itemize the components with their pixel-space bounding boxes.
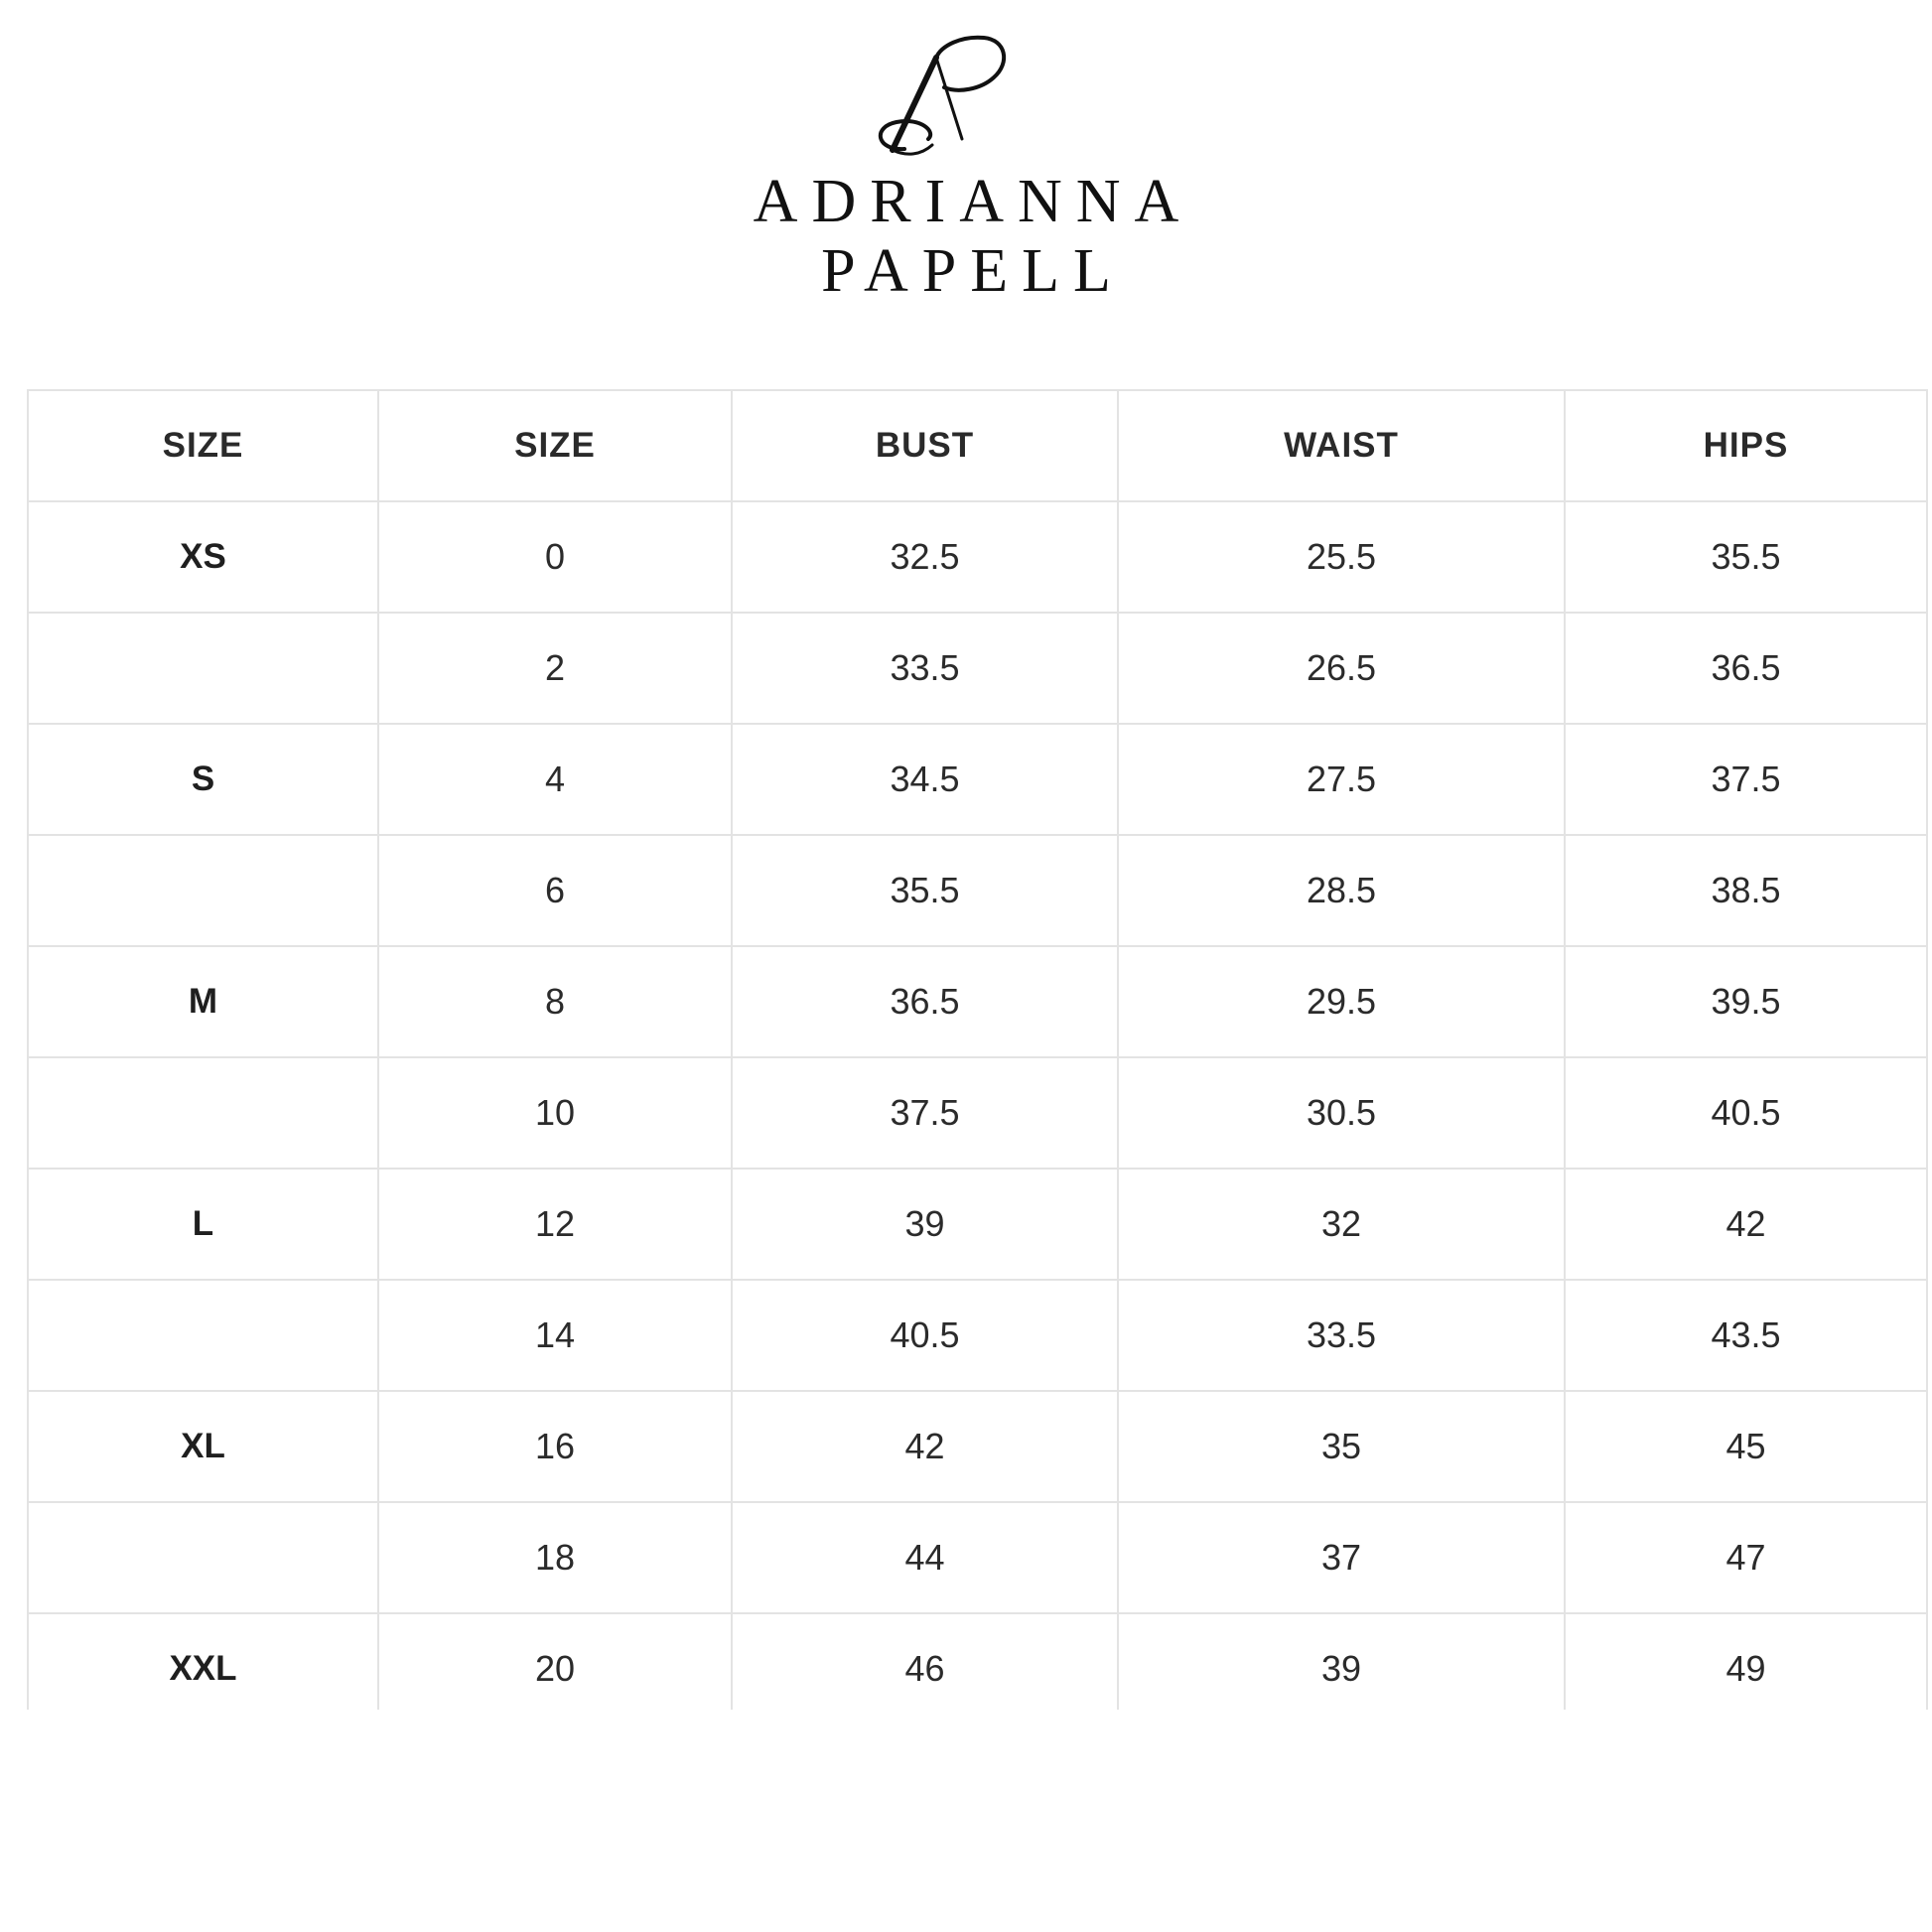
- bust-cell: 34.5: [732, 724, 1118, 835]
- hips-cell: 45: [1565, 1391, 1927, 1502]
- table-row: [28, 501, 1927, 613]
- bust-cell: 35.5: [732, 835, 1118, 946]
- size-number-cell: 18: [378, 1502, 732, 1613]
- size-letter-cell: XXL: [28, 1613, 378, 1710]
- size-number-cell: 12: [378, 1169, 732, 1280]
- waist-cell: 37: [1118, 1502, 1565, 1613]
- size-number-cell: 20: [378, 1613, 732, 1710]
- size-letter-cell: L: [28, 1169, 378, 1280]
- size-number-cell: 10: [378, 1057, 732, 1169]
- size-number-cell: 14: [378, 1280, 732, 1391]
- bust-cell: 40.5: [732, 1280, 1118, 1391]
- waist-cell: 35: [1118, 1391, 1565, 1502]
- size-letter-cell: S: [28, 724, 378, 835]
- header-size-number: SIZE: [378, 390, 732, 501]
- table-row: [28, 1613, 1927, 1710]
- waist-cell: 30.5: [1118, 1057, 1565, 1169]
- table-row: [28, 724, 1927, 835]
- waist-cell: 26.5: [1118, 613, 1565, 724]
- size-letter-cell: M: [28, 946, 378, 1057]
- size-letter-cell: [28, 1280, 378, 1391]
- size-number-cell: 2: [378, 613, 732, 724]
- waist-cell: 32: [1118, 1169, 1565, 1280]
- header-row: [28, 390, 1927, 501]
- header-waist: WAIST: [1118, 390, 1565, 501]
- hips-cell: 35.5: [1565, 501, 1927, 613]
- table-row: [28, 1057, 1927, 1169]
- waist-cell: 25.5: [1118, 501, 1565, 613]
- size-number-cell: 0: [378, 501, 732, 613]
- header-bust: BUST: [732, 390, 1118, 501]
- hips-cell: 38.5: [1565, 835, 1927, 946]
- table-row: [28, 946, 1927, 1057]
- brand-logo: [0, 0, 1932, 318]
- bust-cell: 33.5: [732, 613, 1118, 724]
- hips-cell: 43.5: [1565, 1280, 1927, 1391]
- bust-cell: 36.5: [732, 946, 1118, 1057]
- table-row: [28, 1280, 1927, 1391]
- bust-cell: 37.5: [732, 1057, 1118, 1169]
- bust-cell: 44: [732, 1502, 1118, 1613]
- size-chart-table: [27, 389, 1928, 1710]
- bust-cell: 42: [732, 1391, 1118, 1502]
- hips-cell: 36.5: [1565, 613, 1927, 724]
- hips-cell: 42: [1565, 1169, 1927, 1280]
- hips-cell: 39.5: [1565, 946, 1927, 1057]
- bust-cell: 46: [732, 1613, 1118, 1710]
- waist-cell: 28.5: [1118, 835, 1565, 946]
- waist-cell: 39: [1118, 1613, 1565, 1710]
- size-letter-cell: [28, 835, 378, 946]
- size-letter-cell: XS: [28, 501, 378, 613]
- waist-cell: 33.5: [1118, 1280, 1565, 1391]
- hips-cell: 40.5: [1565, 1057, 1927, 1169]
- table-row: [28, 1169, 1927, 1280]
- table-row: [28, 1391, 1927, 1502]
- table-row: [28, 835, 1927, 946]
- size-number-cell: 4: [378, 724, 732, 835]
- header-size-letter: SIZE: [28, 390, 378, 501]
- bust-cell: 39: [732, 1169, 1118, 1280]
- size-letter-cell: [28, 613, 378, 724]
- size-number-cell: 8: [378, 946, 732, 1057]
- hips-cell: 49: [1565, 1613, 1927, 1710]
- size-chart: [27, 389, 1932, 1710]
- ap-monogram-icon: [867, 28, 1016, 162]
- brand-name-line-1: ADRIANNA: [753, 168, 1193, 235]
- brand-name-line-2: PAPELL: [821, 237, 1125, 305]
- waist-cell: 29.5: [1118, 946, 1565, 1057]
- header-hips: HIPS: [1565, 390, 1927, 501]
- size-letter-cell: [28, 1057, 378, 1169]
- table-row: [28, 613, 1927, 724]
- size-number-cell: 6: [378, 835, 732, 946]
- waist-cell: 27.5: [1118, 724, 1565, 835]
- size-letter-cell: [28, 1502, 378, 1613]
- table-row: [28, 1502, 1927, 1613]
- size-letter-cell: XL: [28, 1391, 378, 1502]
- bust-cell: 32.5: [732, 501, 1118, 613]
- hips-cell: 47: [1565, 1502, 1927, 1613]
- hips-cell: 37.5: [1565, 724, 1927, 835]
- size-number-cell: 16: [378, 1391, 732, 1502]
